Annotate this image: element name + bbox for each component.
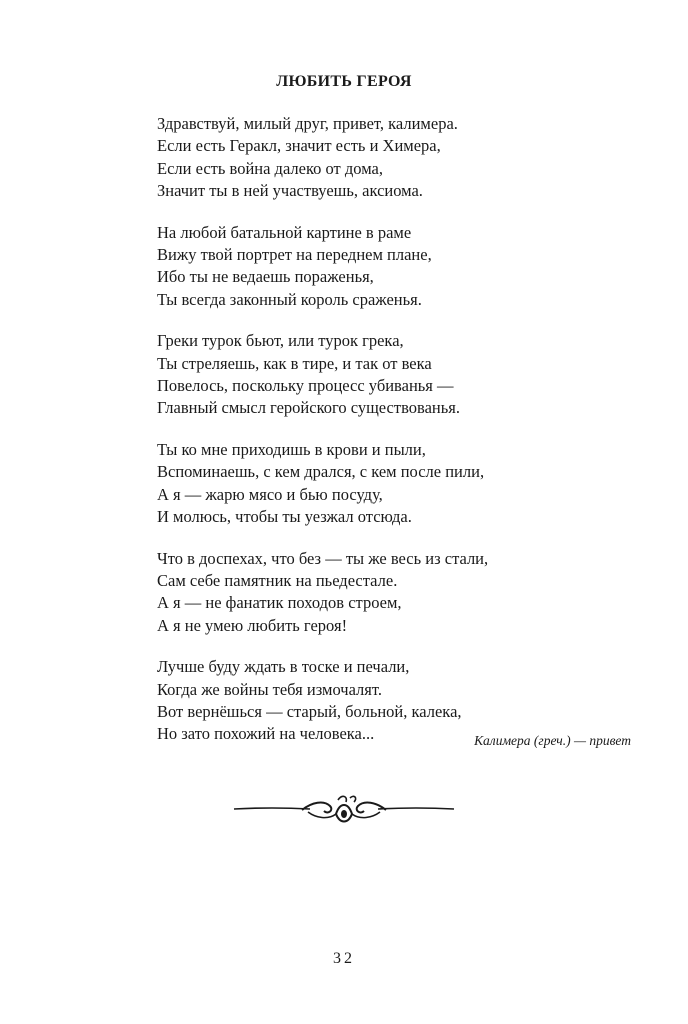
poem-title: ЛЮБИТЬ ГЕРОЯ (276, 73, 412, 90)
poem-line: Ты ко мне приходишь в крови и пыли, (157, 439, 426, 459)
poem-line: На любой батальной картине в раме (157, 222, 412, 242)
flourish-divider-icon (232, 790, 456, 830)
stanza (157, 222, 577, 312)
poem-line: Ибо ты не ведаешь пораженья, (157, 267, 374, 287)
stanza (157, 439, 577, 529)
poem-line: А я не умею любить героя! (157, 615, 348, 635)
poem-line: Вот вернёшься — старый, больной, калека, (157, 701, 462, 721)
poem-line: Лучше буду ждать в тоске и печали, (157, 657, 410, 677)
poem-line: Если есть Геракл, значит есть и Химера, (157, 136, 441, 156)
stanza (157, 548, 577, 638)
poem-line: А я — жарю мясо и бью посуду, (157, 484, 383, 504)
poem-line: Главный смысл геройского существованья. (157, 398, 460, 418)
poem-line: А я — не фанатик походов строем, (157, 593, 402, 613)
poem-line: Если есть война далеко от дома, (157, 158, 383, 178)
poem-line: Но зато похожий на человека... (157, 724, 375, 744)
poem-line: Здравствуй, милый друг, привет, калимера. (157, 114, 458, 133)
poem-line: Вспоминаешь, с кем дрался, с кем после пили, (157, 462, 485, 482)
poem-line: Значит ты в ней участвуешь, аксиома. (157, 181, 423, 201)
poem-line: Когда же войны тебя измочалят. (157, 679, 382, 699)
stanza (157, 330, 577, 420)
poem-line: Повелось, поскольку процесс убиванья — (157, 376, 454, 396)
poem-line: Вижу твой портрет на переднем плане, (157, 245, 432, 265)
page-number: 32 (333, 950, 355, 967)
poem-line: Что в доспехах, что без — ты же весь из стали, (157, 548, 489, 568)
stanza (157, 113, 577, 203)
footnote: Калимера (греч.) — привет (474, 733, 631, 748)
poem-line: Сам себе памятник на пьедестале. (157, 570, 398, 590)
poem-line: Ты всегда законный король сраженья. (157, 289, 422, 309)
poem-line: Ты стреляешь, как в тире, и так от века (157, 353, 432, 373)
poem-line: И молюсь, чтобы ты уезжал отсюда. (157, 507, 412, 527)
poem-line: Греки турок бьют, или турок грека, (157, 331, 404, 351)
poem-body (157, 113, 577, 765)
